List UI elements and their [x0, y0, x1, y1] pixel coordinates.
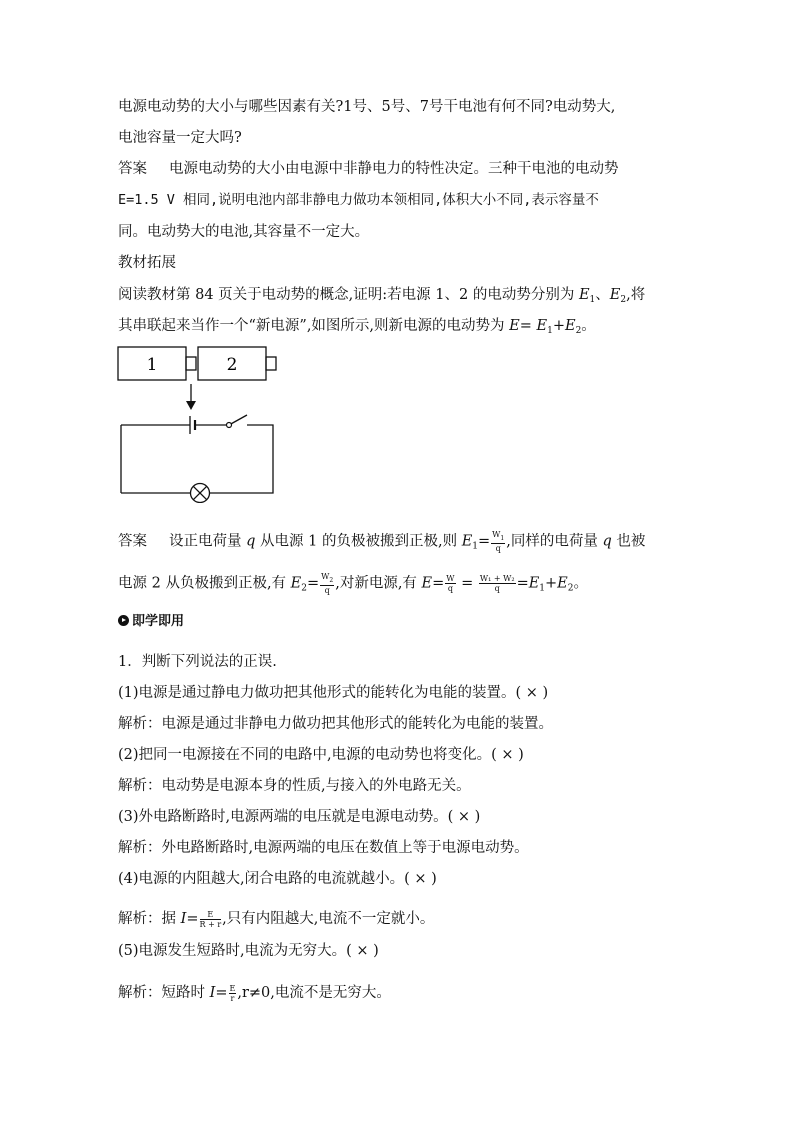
- answer-2-line-1: 答案 设正电荷量 q 从电源 1 的负极被搬到正极,则 $E_1=$ $\frac{W_1}{q}$ ,同样的电荷量 q 也被: [118, 530, 646, 553]
- explanation-5: 解析：短路时 I= $\frac{E}{r}$ ,r≠0,电流不是无穷大。: [118, 983, 391, 1003]
- battery-1-terminal: [186, 357, 196, 370]
- extension-line-2: 其串联起来当作一个“新电源”,如图所示,则新电源的电动势为 $E= E_1+E_2$。: [118, 318, 596, 336]
- fraction-sum: $\frac{\text{W₁ + W₂}}{q}$: [479, 574, 515, 593]
- statement-4: (4)电源的内阻越大,闭合电路的电流就越小。( × ): [118, 871, 437, 887]
- fraction-w1-q: $\frac{W_1}{q}$: [492, 530, 505, 553]
- answer-1-line-2: E=1.5 V 相同,说明电池内部非静电力做功本领相同,体积大小不同,表示容量不: [118, 192, 599, 208]
- answer-2-line-2: 电源 2 从负极搬到正极,有 $E_2=$ $\frac{W_2}{q}$ ,对新电源,有 E= $\frac{W}{q}$ = $\frac{\text{W₁ + W₂}}{q}$ $=E_1+E_2$。: [118, 572, 588, 595]
- answer-1-line-3: 同。电动势大的电池,其容量不一定大。: [118, 224, 370, 240]
- question-line-2: 电池容量一定大吗?: [118, 130, 242, 146]
- extension-line-1: 阅读教材第 84 页关于电动势的概念,证明:若电源 1、2 的电动势分别为 $E_1$、$E_2$,将: [118, 287, 646, 305]
- extension-heading: 教材拓展: [118, 255, 176, 271]
- statement-5: (5)电源发生短路时,电流为无穷大。( × ): [118, 943, 379, 959]
- battery-2-terminal: [266, 357, 276, 370]
- circuit-diagram: [116, 343, 286, 503]
- circuit-wire: [121, 425, 273, 493]
- battery-1-label: 1: [146, 355, 158, 375]
- battery-2-label: 2: [226, 355, 238, 375]
- question-line-1: 电源电动势的大小与哪些因素有关?1号、5号、7号干电池有何不同?电动势大,: [118, 99, 616, 115]
- fraction-e-r: $\frac{E}{r}$: [229, 983, 236, 1003]
- section-heading: 即学即用: [118, 612, 184, 632]
- statement-2: (2)把同一电源接在不同的电路中,电源的电动势也将变化。( × ): [118, 747, 524, 763]
- play-icon: [118, 615, 129, 626]
- question-title: 1．判断下列说法的正误.: [118, 654, 277, 670]
- answer-label: 答案: [118, 161, 147, 177]
- answer-1-line-1: 电源电动势的大小由电源中非静电力的特性决定。三种干电池的电动势: [169, 161, 619, 177]
- explanation-1: 解析：电源是通过非静电力做功把其他形式的能转化为电能的装置。: [118, 716, 553, 732]
- fraction-e-rr: $\frac{E}{R + r}$: [199, 909, 222, 929]
- switch-pivot: [227, 423, 232, 428]
- explanation-4: 解析：据 I= $\frac{E}{R + r}$ ,只有内阻越大,电流不一定就小。: [118, 909, 435, 929]
- explanation-3: 解析：外电路断路时,电源两端的电压在数值上等于电源电动势。: [118, 840, 529, 856]
- statement-1: (1)电源是通过静电力做功把其他形式的能转化为电能的装置。( × ): [118, 685, 549, 701]
- explanation-2: 解析：电动势是电源本身的性质,与接入的外电路无关。: [118, 778, 471, 794]
- arrow-head-icon: [186, 401, 196, 410]
- fraction-w2-q: $\frac{W_2}{q}$: [321, 572, 334, 595]
- fraction-w-q: $\frac{W}{q}$: [446, 574, 455, 593]
- statement-3: (3)外电路断路时,电源两端的电压就是电源电动势。( × ): [118, 809, 481, 825]
